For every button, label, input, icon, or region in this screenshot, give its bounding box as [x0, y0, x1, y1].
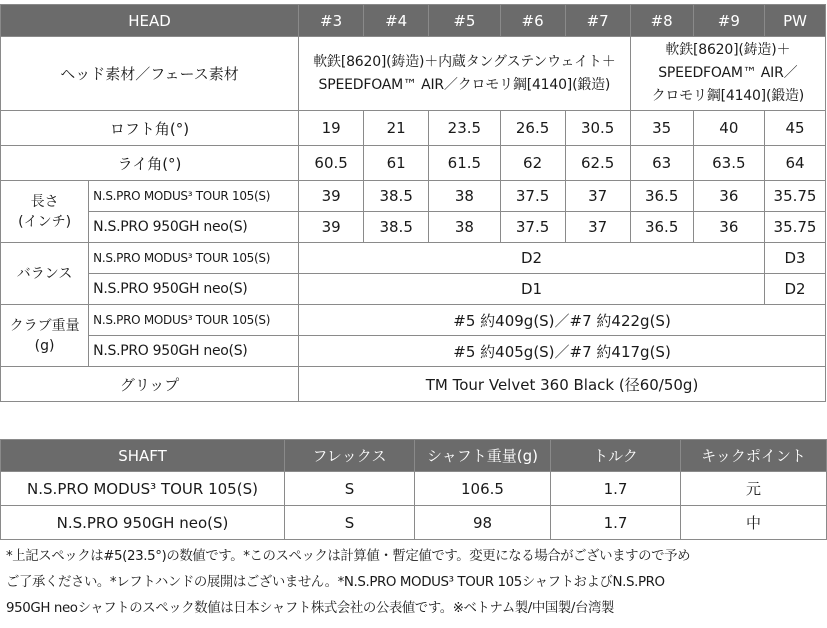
shaft-spec-table: [0, 439, 827, 540]
loft-label: ロフト角(°): [1, 111, 299, 146]
loft-value: 23.5: [429, 111, 500, 146]
length-value: 38.5: [364, 181, 429, 212]
head-spec-table: [0, 4, 826, 402]
shaft-weight: 98: [415, 506, 551, 540]
head-header-cell: #7: [565, 5, 630, 37]
length-label-line: 長さ: [30, 193, 59, 210]
balance-value-pw: D3: [765, 243, 826, 274]
footnote-line: *上記スペックは#5(23.5°)の数値です。*このスペックは計算値・暫定値です。変更になる場合がございますので予め: [6, 549, 691, 564]
shaft-label: N.S.PRO 950GH neo(S): [89, 212, 299, 243]
lie-value: 63: [630, 146, 693, 181]
head-header-cell: #5: [429, 5, 500, 37]
weight-value: #5 約409g(S)／#7 約422g(S): [299, 305, 826, 336]
length-value: 39: [299, 181, 364, 212]
shaft-name: N.S.PRO MODUS³ TOUR 105(S): [1, 472, 285, 506]
material-text: クロモリ鋼[4140](鍛造): [651, 88, 805, 104]
lie-value: 64: [765, 146, 826, 181]
balance-row-modus: [1, 243, 826, 274]
footnote-line: ご了承ください。*レフトハンドの展開はございません。*N.S.PRO MODUS³ TOUR 105シャフトおよびN.S.PRO: [6, 575, 665, 590]
shaft-kickpoint: 元: [681, 472, 827, 506]
length-value: 36.5: [630, 212, 693, 243]
weight-label: [1, 305, 89, 367]
length-label: [1, 181, 89, 243]
lie-value: 62.5: [565, 146, 630, 181]
shaft-header-cell: トルク: [551, 440, 681, 472]
shaft-header-cell: フレックス: [285, 440, 415, 472]
length-value: 35.75: [765, 181, 826, 212]
weight-label-line: (g): [34, 337, 55, 354]
length-value: 36: [693, 212, 764, 243]
shaft-flex: S: [285, 506, 415, 540]
lie-value: 60.5: [299, 146, 364, 181]
shaft-torque: 1.7: [551, 506, 681, 540]
shaft-name: N.S.PRO 950GH neo(S): [1, 506, 285, 540]
length-value: 39: [299, 212, 364, 243]
shaft-label: N.S.PRO MODUS³ TOUR 105(S): [89, 181, 299, 212]
shaft-header-row: [1, 440, 827, 472]
material-group-3-7: [299, 37, 631, 111]
loft-row: [1, 111, 826, 146]
loft-value: 35: [630, 111, 693, 146]
shaft-header-cell: SHAFT: [1, 440, 285, 472]
length-value: 38.5: [364, 212, 429, 243]
material-row: [1, 37, 826, 111]
grip-label: グリップ: [1, 367, 299, 402]
lie-value: 61.5: [429, 146, 500, 181]
weight-value: #5 約405g(S)／#7 約417g(S): [299, 336, 826, 367]
lie-label: ライ角(°): [1, 146, 299, 181]
shaft-label: N.S.PRO 950GH neo(S): [89, 336, 299, 367]
footnote-line: 950GH neoシャフトのスペック数値は日本シャフト株式会社の公表値です。※ベトナム製/中国製/台湾製: [6, 601, 614, 616]
balance-value: D2: [299, 243, 765, 274]
head-header-cell: #4: [364, 5, 429, 37]
shaft-label: N.S.PRO MODUS³ TOUR 105(S): [89, 305, 299, 336]
weight-label-line: クラブ重量: [9, 317, 80, 334]
head-header-cell: #6: [500, 5, 565, 37]
balance-row-950gh: [1, 274, 826, 305]
shaft-flex: S: [285, 472, 415, 506]
material-text: 軟鉄[8620](鋳造)＋内蔵タングステンウェイト＋: [313, 53, 616, 70]
material-label: ヘッド素材／フェース素材: [1, 37, 299, 111]
shaft-header-cell: シャフト重量(g): [415, 440, 551, 472]
loft-value: 26.5: [500, 111, 565, 146]
lie-row: [1, 146, 826, 181]
head-header-cell: #9: [693, 5, 764, 37]
length-label-line: (インチ): [18, 213, 72, 230]
shaft-row: [1, 472, 827, 506]
length-value: 37.5: [500, 212, 565, 243]
head-header-row: [1, 5, 826, 37]
head-header-cell: #8: [630, 5, 693, 37]
balance-value: D1: [299, 274, 765, 305]
balance-value-pw: D2: [765, 274, 826, 305]
shaft-torque: 1.7: [551, 472, 681, 506]
material-text: SPEEDFOAM™ AIR／クロモリ鋼[4140](鍛造): [318, 76, 611, 93]
length-row-950gh: [1, 212, 826, 243]
head-header-cell: PW: [765, 5, 826, 37]
loft-value: 30.5: [565, 111, 630, 146]
shaft-label: N.S.PRO MODUS³ TOUR 105(S): [89, 243, 299, 274]
length-value: 36: [693, 181, 764, 212]
length-value: 36.5: [630, 181, 693, 212]
shaft-label: N.S.PRO 950GH neo(S): [89, 274, 299, 305]
loft-value: 40: [693, 111, 764, 146]
loft-value: 45: [765, 111, 826, 146]
material-group-8-pw: [630, 37, 825, 111]
loft-value: 21: [364, 111, 429, 146]
length-row-modus: [1, 181, 826, 212]
grip-value: TM Tour Velvet 360 Black (径60/50g): [299, 367, 826, 402]
weight-row-modus: [1, 305, 826, 336]
shaft-kickpoint: 中: [681, 506, 827, 540]
balance-label: バランス: [1, 243, 89, 305]
material-text: SPEEDFOAM™ AIR／: [658, 65, 798, 81]
weight-row-950gh: [1, 336, 826, 367]
length-value: 37: [565, 181, 630, 212]
grip-row: [1, 367, 826, 402]
footnotes: [6, 544, 822, 622]
lie-value: 61: [364, 146, 429, 181]
shaft-header-cell: キックポイント: [681, 440, 827, 472]
length-value: 37.5: [500, 181, 565, 212]
shaft-row: [1, 506, 827, 540]
length-value: 37: [565, 212, 630, 243]
lie-value: 62: [500, 146, 565, 181]
length-value: 38: [429, 212, 500, 243]
lie-value: 63.5: [693, 146, 764, 181]
material-text: 軟鉄[8620](鋳造)＋: [665, 42, 791, 58]
length-value: 38: [429, 181, 500, 212]
head-header-cell: HEAD: [1, 5, 299, 37]
shaft-weight: 106.5: [415, 472, 551, 506]
length-value: 35.75: [765, 212, 826, 243]
head-header-cell: #3: [299, 5, 364, 37]
loft-value: 19: [299, 111, 364, 146]
